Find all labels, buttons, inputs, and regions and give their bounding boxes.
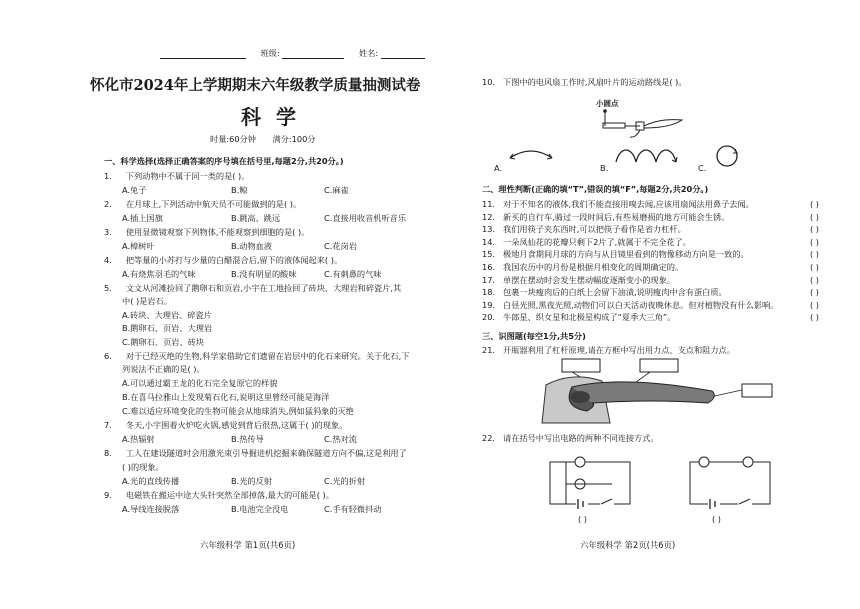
page-2 <box>450 0 860 609</box>
q-number: 1. <box>104 171 112 181</box>
q6-option-b[interactable]: B.在喜马拉雅山上发现菊石化石,说明这里曾经可能是海洋 <box>122 392 330 402</box>
q-text: 牛郎星、织女星和北极星构成了“夏季大三角”。 <box>503 312 676 323</box>
circuit-diagram-2 <box>686 446 776 508</box>
q-text: 一朵凤仙花的花瓣只剩下2片了,就属于不完全花了。 <box>503 236 691 247</box>
q-number: 18. <box>482 287 496 298</box>
q6-text-cont: 列说法不正确的是( )。 <box>122 364 205 374</box>
section3-heading: 三、识图题(每空1分,共5分) <box>482 331 586 341</box>
q-number: 8. <box>104 448 112 458</box>
answer-blank[interactable]: ( ) <box>810 274 819 285</box>
q-text: 包裹一块瘦肉后的白纸上会留下油渍,说明瘦肉中含有蛋白质。 <box>503 287 727 298</box>
q6-option-a[interactable]: A.可以通过霸王龙的化石完全复原它的样貌 <box>122 378 278 388</box>
q7 <box>104 420 347 431</box>
q-number: 14. <box>482 236 496 247</box>
judgement-item <box>482 199 754 210</box>
q-text: 使用显微镜观察下列物体,不能观察到细胞的是( )。 <box>125 227 310 237</box>
q22 <box>482 433 659 444</box>
q10-option-b[interactable]: B. <box>600 163 609 173</box>
q1 <box>104 171 249 182</box>
q-number: 15. <box>482 249 496 260</box>
q2-option-b[interactable]: B.跳高、跳远 <box>231 213 281 223</box>
section1-heading: 一、科学选择(选择正确答案的序号填在括号里,每题2分,共20分。) <box>104 156 344 166</box>
q6 <box>104 351 409 362</box>
q-text: 冬天,小宇围着火炉吃火锅,感觉到背后很热,这属于( )的现象。 <box>125 420 348 430</box>
q9 <box>104 490 334 501</box>
q-number: 2. <box>104 199 112 209</box>
full-score: 满分:100分 <box>272 134 316 144</box>
q7-option-a[interactable]: A.热辐射 <box>122 434 155 444</box>
q-text: 对于不知名的液体,我们不能直接用嗅去闻,应该用扇闻法用鼻子去闻。 <box>503 199 754 209</box>
q5-option-a[interactable]: A.砖块、大理岩、碎瓷片 <box>122 310 212 320</box>
circuit-1-answer[interactable]: ( ) <box>578 514 587 524</box>
answer-blank[interactable]: ( ) <box>810 199 819 209</box>
q8-option-b[interactable]: B.光的反射 <box>231 476 272 486</box>
q3-option-c[interactable]: C.花岗岩 <box>324 241 357 251</box>
ceiling-fan-figure <box>600 108 690 138</box>
q-text: 单摆在摆动时会发生摆动幅度逐渐变小的现象。 <box>503 274 675 285</box>
q-text: 对于已经灭绝的生物,科学家借助它们遗留在岩层中的化石来研究。关于化石,下 <box>125 351 410 361</box>
q-text: 极地月食期间月球的方向与从目镜里看到的物像移动方向是一致的。 <box>503 249 749 260</box>
q-number: 11. <box>482 199 496 209</box>
class-name-line <box>160 48 425 59</box>
answer-blank[interactable]: ( ) <box>810 249 819 260</box>
answer-blank[interactable]: ( ) <box>810 262 819 272</box>
q-text: 白昼光照,黑夜光照,动物们可以白天活动夜晚休息。但对植物没有什么影响。 <box>503 299 779 310</box>
q-number: 12. <box>482 211 496 222</box>
q-text: 下列动物中不属于同一类的是( )。 <box>125 171 250 181</box>
q21 <box>482 345 735 356</box>
q6-option-c[interactable]: C.难以适应环境变化的生物可能会从地球消失,例如猛犸象的灭绝 <box>122 406 354 416</box>
q5 <box>104 283 401 294</box>
judgement-item <box>482 312 675 323</box>
circuit-2-answer[interactable]: ( ) <box>712 514 721 524</box>
q-text: 新买的自行车,骑过一段时间后,有些易磨损的地方可能会生锈。 <box>503 211 730 222</box>
q10-option-a[interactable]: A. <box>494 163 503 173</box>
judgement-item <box>482 212 729 223</box>
q8-text-cont: ( )的现象。 <box>122 462 164 472</box>
answer-blank[interactable]: ( ) <box>810 224 819 235</box>
answer-blank[interactable]: ( ) <box>810 299 819 310</box>
q3 <box>104 227 309 238</box>
subject-title: 科 学 <box>241 105 300 129</box>
circle-path-icon <box>715 144 739 168</box>
q7-option-c[interactable]: C.热对流 <box>324 434 357 444</box>
q8-option-c[interactable]: C.光的折射 <box>324 476 366 486</box>
judgement-item <box>482 287 727 298</box>
name-blank[interactable] <box>381 49 425 59</box>
q2-option-a[interactable]: A.插上国旗 <box>122 213 163 223</box>
blank-line <box>160 49 246 59</box>
answer-blank[interactable]: ( ) <box>810 211 819 222</box>
judgement-item <box>482 262 683 273</box>
q-text: 文文从河滩捡回了鹅卵石和页岩,小宇在工地捡回了砖块、大理岩和碎瓷片,其 <box>125 283 402 293</box>
q-text: 把等量的小苏打与少量的白醋混合后,留下的液体闻起来( )。 <box>125 255 343 265</box>
q4-option-a[interactable]: A.有烧焦羽毛的气味 <box>122 269 196 279</box>
q10 <box>482 77 687 88</box>
q-number: 3. <box>104 227 112 237</box>
q2 <box>104 199 301 210</box>
q-number: 9. <box>104 490 112 500</box>
q9-option-c[interactable]: C.手有轻微抖动 <box>324 504 382 514</box>
q-number: 6. <box>104 351 112 361</box>
q-number: 19. <box>482 299 496 310</box>
q-text: 工人在建设隧道时会用激光束引导掘进机挖掘来确保隧道方向不偏,这是利用了 <box>125 448 407 458</box>
time-limit: 时量:60分钟 <box>210 134 256 144</box>
q3-option-a[interactable]: A.樟树叶 <box>122 241 155 251</box>
wave-path-icon <box>614 148 684 168</box>
judgement-item <box>482 224 686 235</box>
q-number: 10. <box>482 77 496 87</box>
dot-label: 小圆点 <box>596 99 619 108</box>
page-footer: 六年级科学 第1页(共6页) <box>200 540 296 550</box>
q-number: 4. <box>104 255 112 265</box>
q-number: 13. <box>482 224 496 235</box>
answer-blank[interactable]: ( ) <box>810 287 819 298</box>
q1-option-a[interactable]: A.兔子 <box>122 185 147 195</box>
q-number: 7. <box>104 420 112 430</box>
exam-meta <box>210 134 316 145</box>
circuit-diagram-1 <box>546 446 636 508</box>
answer-blank[interactable]: ( ) <box>810 312 819 323</box>
judgement-item <box>482 237 691 248</box>
q4-option-b[interactable]: B.没有明显的酸味 <box>231 269 297 279</box>
judgement-item <box>482 300 778 311</box>
q-number: 16. <box>482 262 496 272</box>
q-number: 22. <box>482 433 496 443</box>
answer-blank[interactable]: ( ) <box>810 236 819 247</box>
q3-option-b[interactable]: B.动物血液 <box>231 241 272 251</box>
q-text: 电磁铁在搬运中途大头针突然全部掉落,最大的可能是( )。 <box>125 490 334 500</box>
q-text: 下图中的电风扇工作时,风扇叶片的运动路线是( )。 <box>503 77 687 87</box>
judgement-item <box>482 275 675 286</box>
class-label: 班级: <box>260 48 280 58</box>
q-number: 17. <box>482 274 496 285</box>
q2-option-c[interactable]: C.直接用收音机听音乐 <box>324 213 407 223</box>
q5-text-cont: 中( )是岩石。 <box>122 296 172 306</box>
q-text: 在月球上,下列活动中航天员不可能做到的是( )。 <box>125 199 302 209</box>
q-text: 我国农历中的月份是根据月相变化的周期确定的。 <box>503 262 684 272</box>
q1-option-c[interactable]: C.麻雀 <box>324 185 349 195</box>
q5-option-b[interactable]: B.鹅卵石、页岩、大理岩 <box>122 323 213 333</box>
q-text: 开瓶器利用了杠杆原理,请在方框中写出用力点、支点和阻力点。 <box>503 345 735 355</box>
q-text: 我们用筷子夹东西时,可以把筷子看作是省力杠杆。 <box>503 224 686 235</box>
judgement-item <box>482 249 749 260</box>
q9-option-b[interactable]: B.电池完全没电 <box>231 504 289 514</box>
q1-option-b[interactable]: B.鲸 <box>231 185 248 195</box>
q4 <box>104 255 342 266</box>
q10-option-c[interactable]: C. <box>698 163 707 173</box>
q-number: 5. <box>104 283 112 293</box>
q-number: 20. <box>482 312 496 323</box>
section2-heading: 二、理性判断(正确的填“T”,错误的填“F”,每题2分,共20分。) <box>482 184 709 194</box>
q7-option-b[interactable]: B.热传导 <box>231 434 264 444</box>
q-text: 请在括号中写出电路的两种不同连接方式。 <box>503 433 659 443</box>
arc-path-icon <box>508 148 554 164</box>
q-number: 21. <box>482 345 496 355</box>
q5-option-c[interactable]: C.鹅卵石、页岩、砖块 <box>122 337 205 347</box>
class-blank[interactable] <box>282 49 344 59</box>
exam-title: 怀化市2024年上学期期末六年级教学质量抽测试卷 <box>90 77 421 94</box>
bottle-opener-figure <box>532 357 792 427</box>
q8-option-a[interactable]: A.光的直线传播 <box>122 476 180 486</box>
q4-option-c[interactable]: C.有刺鼻的气味 <box>324 269 382 279</box>
name-label: 姓名: <box>358 48 379 58</box>
q9-option-a[interactable]: A.导线连接脱落 <box>122 504 180 514</box>
page-footer: 六年级科学 第2页(共6页) <box>580 540 676 550</box>
q8 <box>104 448 407 459</box>
